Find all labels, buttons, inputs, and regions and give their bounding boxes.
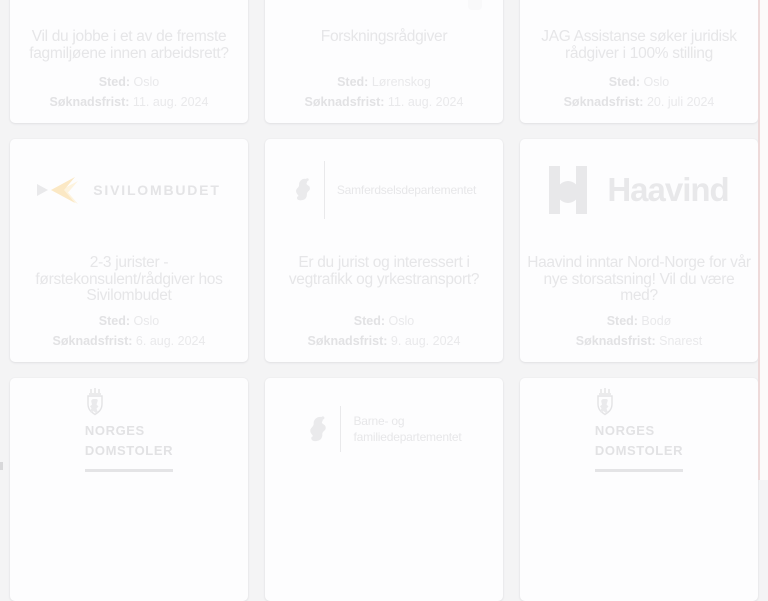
nd-name-line1: NORGES [84,423,145,438]
haavind-logo [549,166,728,214]
right-scrollbar-strip[interactable] [758,0,768,480]
sted-label: Sted: [606,314,638,328]
job-title: Er du jurist og interessert i vegtrafikk og yrkestransport? [288,254,480,288]
job-title: JAG Assistanse søker juridisk rådgiver i 100% stilling [541,28,737,62]
job-meta [53,312,206,351]
job-card[interactable] [10,0,248,123]
cutoff-logo-remnant [468,0,482,10]
nd-name-line2: DOMSTOLER [594,443,684,458]
sted-line [308,312,461,332]
card-logo-area [526,139,752,241]
sivilombudet-wordmark: SIVILOMBUDET [93,182,221,198]
sted-line [50,73,209,93]
logo-divider [324,161,325,219]
job-title: Haavind inntar Nord-Norge for vår nye storsatsning! Vil du være med? [527,254,751,304]
logo-divider [340,406,341,452]
frist-label: Søknadsfrist: [49,94,130,109]
nd-name-line1: NORGES [594,423,655,438]
frist-line [50,93,209,113]
court-crest-icon [595,388,615,416]
sted-line [305,73,464,93]
frist-value: 11. aug. 2024 [387,94,464,109]
frist-value: 9. aug. 2024 [390,333,461,348]
nd-name-line2: DOMSTOLER [84,443,174,458]
barne-og-familiedepartementet-logo [306,406,461,452]
sted-label: Sted: [353,314,386,328]
sivilombudet-logo [37,175,220,205]
job-card[interactable] [520,378,758,601]
job-card[interactable] [265,0,503,123]
job-title: Forskningsrådgiver [320,28,448,45]
sted-label: Sted: [98,314,131,328]
sted-value: Oslo [133,314,160,328]
job-meta [576,312,702,351]
frist-line [564,93,715,113]
dept-name-line2: familiedepartementet [353,430,462,444]
job-title: Vil du jobbe i et av de fremste fagmiljøene innen arbeidsrett? [29,28,229,62]
card-logo-area [526,378,752,480]
card-logo-area [526,0,752,2]
haavind-wordmark: Haavind [607,171,729,208]
job-meta [50,73,209,112]
govt-lion-icon [292,177,314,203]
job-card[interactable] [10,378,248,601]
sted-value: Bodø [641,314,672,328]
court-crest-icon [85,388,105,416]
sted-label: Sted: [98,75,131,89]
job-card[interactable] [520,0,758,123]
frist-value: 6. aug. 2024 [135,333,206,348]
frist-label: Søknadsfrist: [563,94,644,109]
dept-name: Samferdselsdepartementet [336,183,477,197]
govt-lion-icon [306,415,330,444]
sted-label: Sted: [608,75,641,89]
frist-line [308,332,461,352]
nd-underline [595,469,683,472]
job-card[interactable] [10,139,248,362]
card-row-middle [10,139,758,362]
dept-name-line1: Barne- og [353,414,405,428]
norges-domstoler-logo [85,388,173,472]
sted-value: Oslo [643,75,670,89]
card-logo-area [271,378,497,480]
sivilombudet-arrows-icon [37,175,83,205]
job-meta [564,73,715,112]
job-card[interactable] [265,378,503,601]
sted-label: Sted: [337,75,369,89]
card-row-bottom [10,378,758,601]
sted-value: Lørenskog [371,75,431,89]
frist-line [576,332,702,352]
frist-value: 11. aug. 2024 [132,94,209,109]
frist-line [305,93,464,113]
card-logo-area [16,0,242,2]
frist-label: Søknadsfrist: [304,94,385,109]
card-row-top [10,0,758,123]
frist-label: Søknadsfrist: [575,333,656,348]
dept-name [353,413,461,445]
card-logo-area [16,139,242,241]
frist-label: Søknadsfrist: [52,333,133,348]
norges-domstoler-logo [595,388,683,472]
card-logo-area [271,139,497,241]
card-logo-area [16,378,242,480]
job-card[interactable] [520,139,758,362]
job-title: 2-3 jurister - førstekonsulent/rådgiver hos Sivilombudet [35,254,223,304]
card-logo-area [271,0,497,2]
frist-value: Snarest [659,333,703,348]
sted-line [576,312,702,332]
frist-label: Søknadsfrist: [307,333,388,348]
job-meta [308,312,461,351]
left-edge-artifact [0,462,3,470]
sted-line [53,312,206,332]
haavind-monogram-icon [549,166,587,214]
frist-value: 20. juli 2024 [646,94,715,109]
job-meta [305,73,464,112]
sted-value: Oslo [133,75,160,89]
frist-line [53,332,206,352]
sted-value: Oslo [388,314,415,328]
samferdselsdepartementet-logo [292,161,476,219]
sted-line [564,73,715,93]
nd-underline [85,469,173,472]
job-card[interactable] [265,139,503,362]
